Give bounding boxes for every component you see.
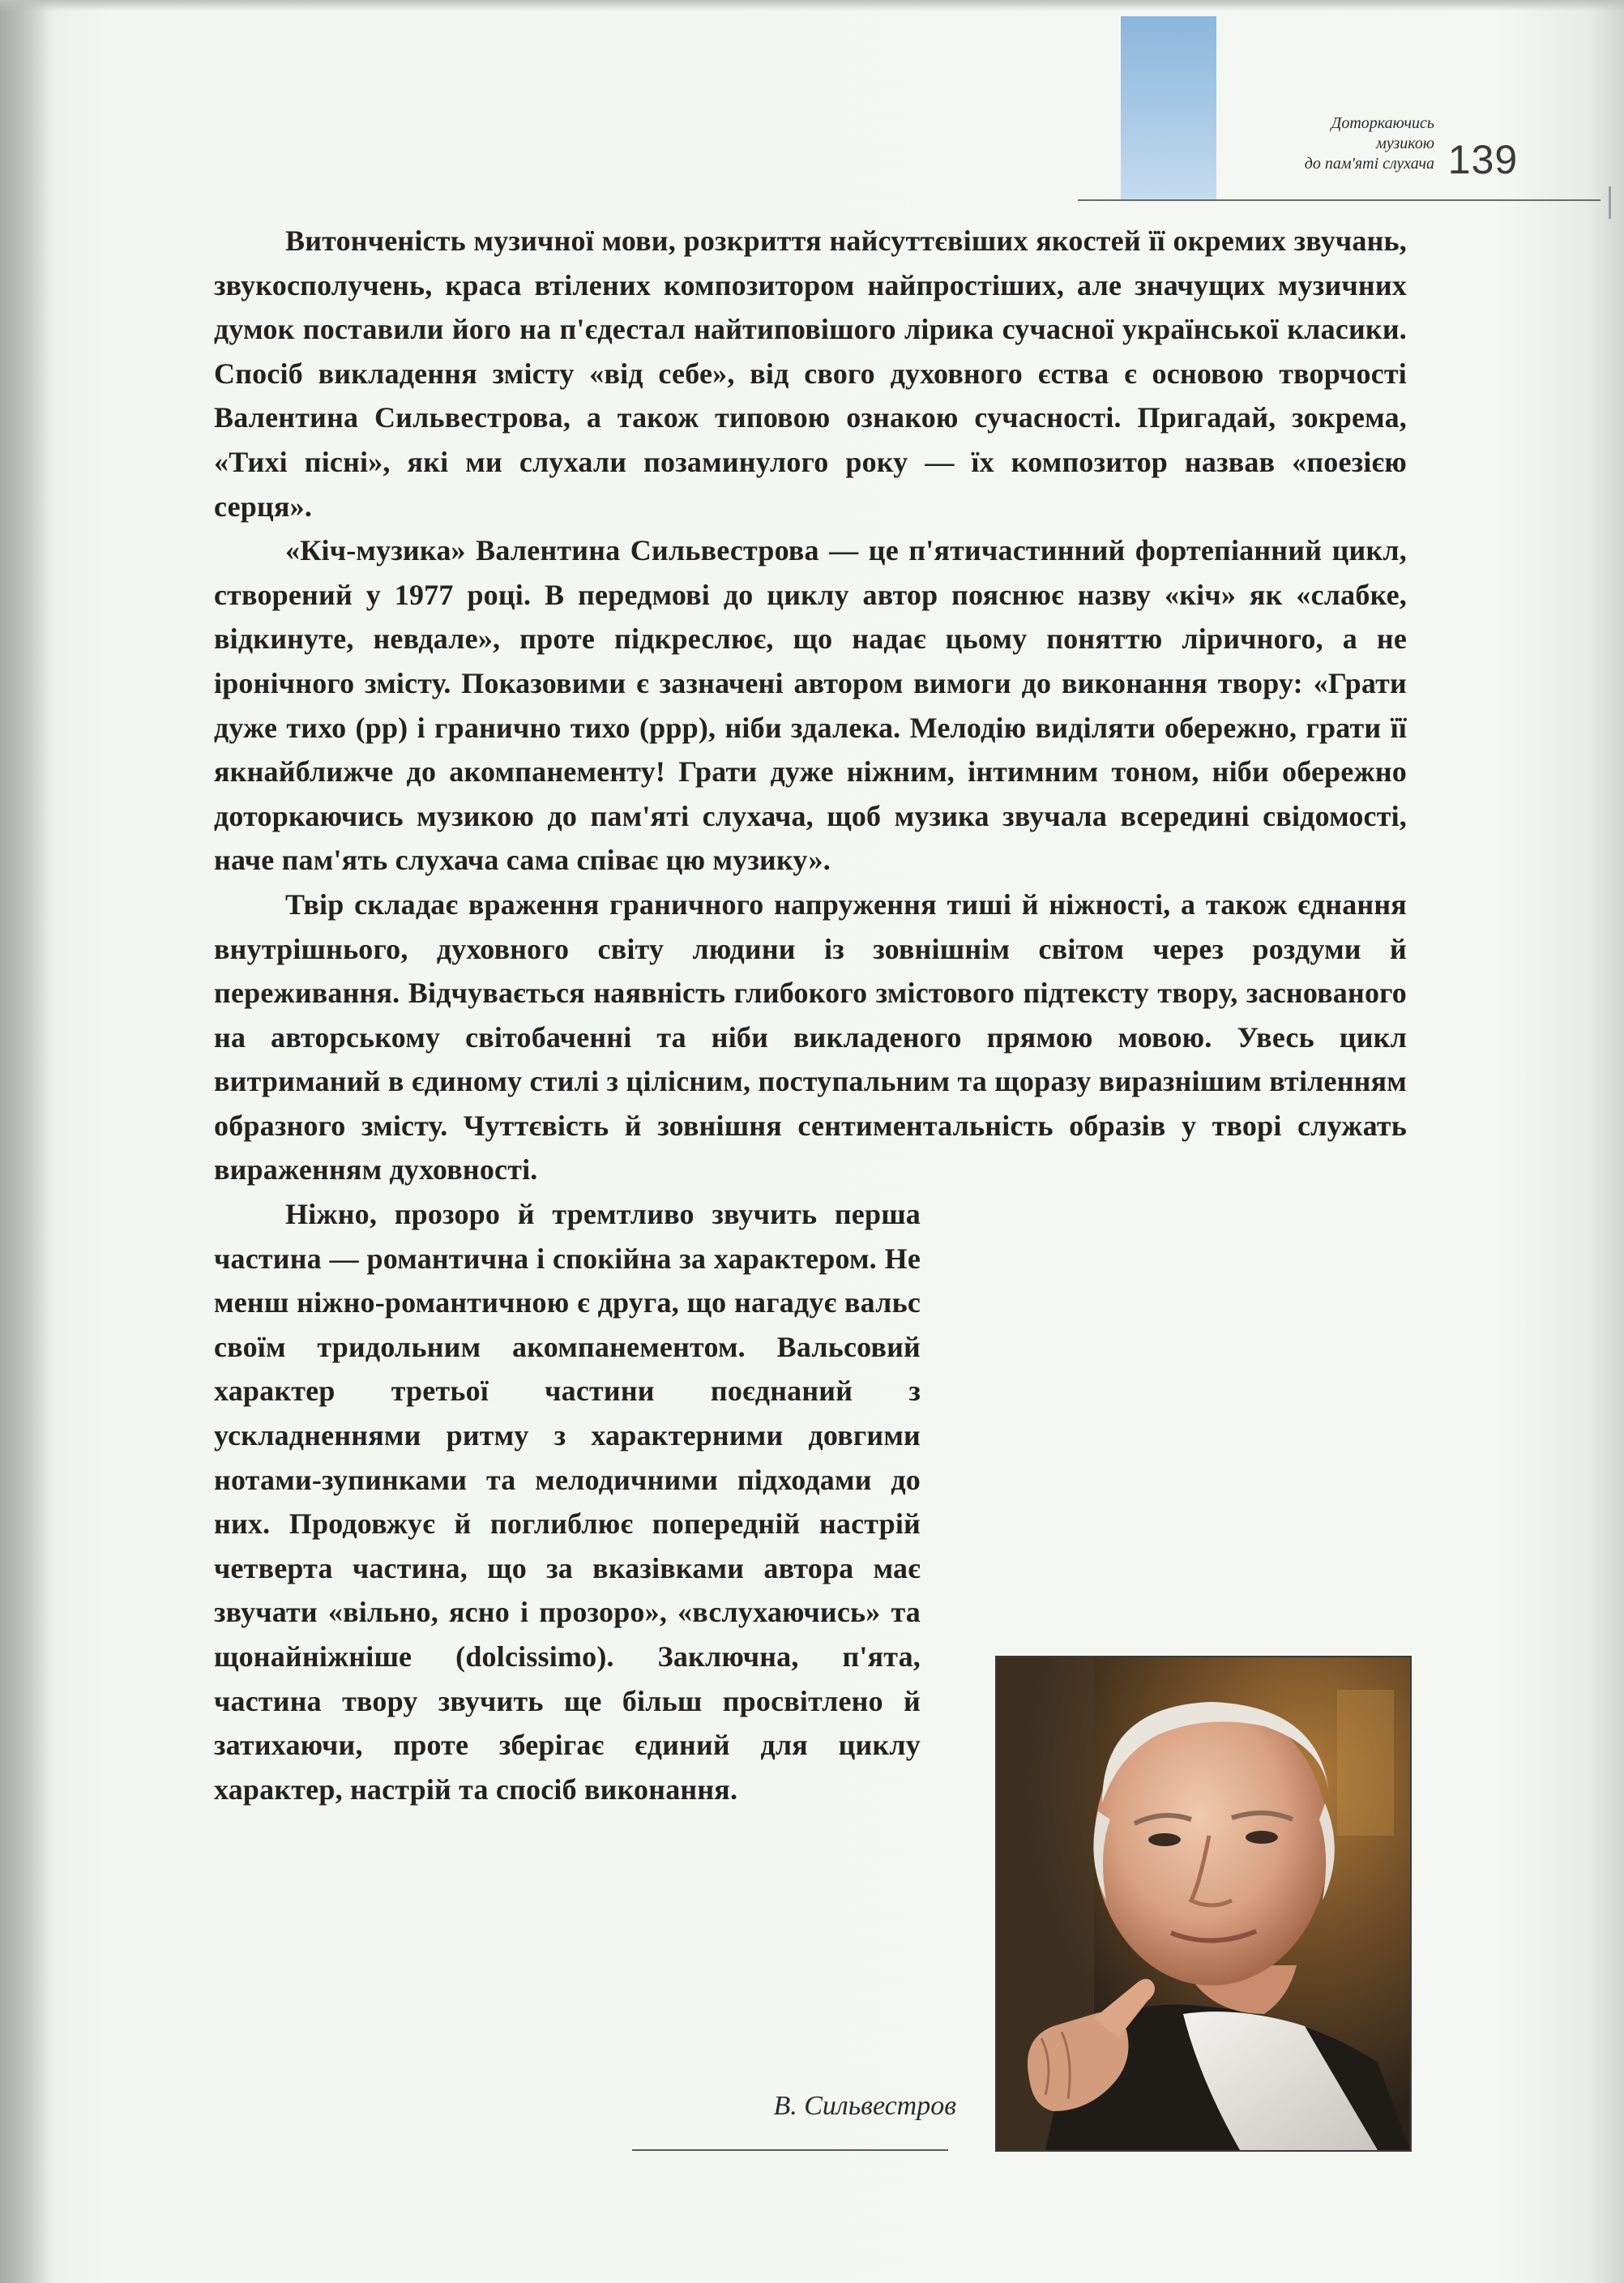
page-binding-shadow	[0, 0, 1624, 11]
photo-caption: В. Сильвестров	[773, 2091, 956, 2121]
photo-float-space	[953, 1222, 1407, 1726]
portrait-photo	[995, 1656, 1412, 2152]
caption-rule	[632, 2149, 948, 2151]
page-edge-mark	[1609, 186, 1611, 219]
running-title	[1147, 113, 1434, 174]
page-number: 139	[1447, 137, 1519, 182]
header-rule	[1078, 199, 1600, 201]
paragraph-1: Витонченість музичної мови, розкриття найсуттєвіших якостей її окремих звучань, звукосполучень, краса втілених композитором найпростіших, але значущих музичних думок поставили його на п'єдестал найтиповішого лірика сучасної української класики. Спосіб викладення змісту «від себе», від свого духовного єства є основою творчості Валентина Сильвестрова, а також типовою ознакою сучасності. Пригадай, зокрема, «Тихі пісні», які ми слухали позаминулого року — їх композитор назвав «поезією серця».	[214, 224, 1407, 523]
paragraph-3: Твір складає враження граничного напруження тиші й ніжності, а також єднання внутрішнього, духовного світу людини із зовнішнім світом через роздуми й переживання. Відчувається наявність глибокого змістового підтексту твору, заснованого на авторському світобаченні та ніби викладеного прямою мовою. Увесь цикл витриманий в єдиному стилі з цілісним, поступальним та щоразу виразнішим втіленням образного змісту. Чуттєвість й зовнішня сентиментальність образів у творі служать вираженням духовності.	[214, 887, 1407, 1186]
body-text	[214, 219, 1407, 1811]
running-title-line-1: Доторкаючись	[1331, 114, 1434, 132]
paragraph-4: Ніжно, прозоро й тремтливо звучить перша частина — романтична і спокійна за характером. Не менш ніжно-романтичною є друга, що нагадує вальс своїм тридольним акомпанементом. Вальсовий характер третьої частини поєднаний з ускладненнями ритму з характерними довгими нотами-зупинками та мелодичними підходами до них. Продовжує й поглиблює попередній настрій четверта частина, що за вказівками автора має звучати «вільно, ясно і прозоро», «вслухаючись» та щонайніжніше (dolcissimo). Заключна, п'ята, частина твору звучить ще більш просвітлено й затихаючи, проте зберігає єдиний для циклу характер, настрій та спосіб виконання.	[214, 1198, 921, 1806]
portrait-illustration	[997, 1657, 1410, 2150]
paragraph-2: «Кіч-музика» Валентина Сильвестрова — це п'ятичастинний фортепіанний цикл, створений у 1977 році. В передмові до циклу автор пояснює назву «кіч» як «слабке, відкинуте, невдале», проте підкреслює, що надає цьому поняттю ліричного, а не іронічного змісту. Показовими є зазначені автором вимоги до виконання твору: «Грати дуже тихо (pp) і гранично тихо (ppp), ніби здалека. Мелодію виділяти обережно, грати її якнайближче до акомпанементу! Грати дуже ніжним, інтимним тоном, ніби обережно доторкаючись музикою до пам'яті слухача, щоб музика звучала всередині свідомості, наче пам'ять слухача сама співає цю музику».	[214, 534, 1407, 877]
running-title-line-2: музикою	[1376, 135, 1434, 152]
running-title-line-3: до пам'яті слухача	[1304, 155, 1434, 173]
